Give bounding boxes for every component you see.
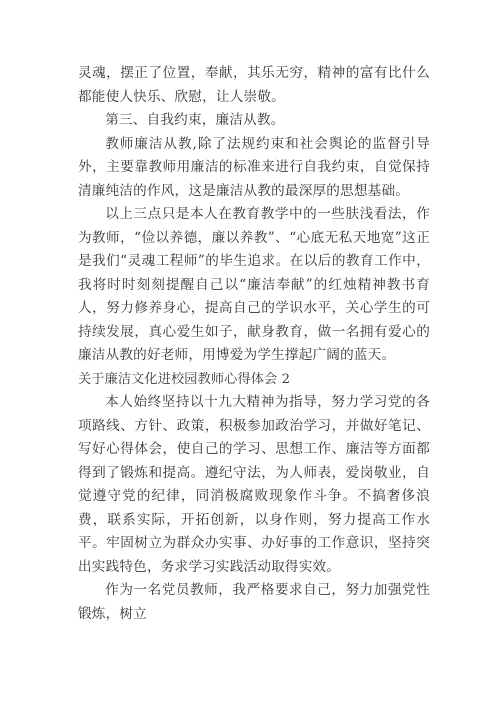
document-body: [78, 62, 430, 626]
paragraph-2-heading: 第三、自我约束，廉洁从教。: [105, 112, 285, 128]
paragraph-6: 作为一名党员教师，我严格要求自己，努力加强党性锻炼，树立: [78, 582, 430, 622]
paragraph-4: 以上三点只是本人在教育教学中的一些肤浅看法，作为教师，“俭以养德，廉以养教”、“心底无私天地宽”这正是我们“灵魂工程师”的毕生追求。在以后的教育工作中，我将时时刻刻提醒自己以“廉洁奉献”的红烛精神教书育人，努力修养身心，提高自己的学识水平，关心学生的可持续发展，真心爱生如子，献身教育，做一名拥有爱心的廉洁从教的好老师，用博爱为学生撑起广阔的蓝天。: [78, 206, 430, 363]
section-title: 关于廉洁文化进校园教师心得体会 2: [78, 371, 291, 387]
paragraph-1: 灵魂，摆正了位置，奉献，其乐无穷，精神的富有比什么都能使人快乐、欣慰，让人崇敬。: [78, 65, 430, 105]
paragraph-3: 教师廉洁从教,除了法规约束和社会舆论的监督引导外，主要靠教师用廉洁的标准来进行自我约束，自觉保持清廉纯洁的作风，这是廉洁从教的最深厚的思想基础。: [78, 135, 430, 199]
paragraph-5: 本人始终坚持以十九大精神为指导，努力学习党的各项路线、方针、政策，积极参加政治学习，并做好笔记、写好心得体会，使自己的学习、思想工作、廉洁等方面都得到了锻炼和提高。遵纪守法，为人师表，爱岗敬业，自觉遵守党的纪律，同消极腐败现象作斗争。不搞奢侈浪费，联系实际，开拓创新，以身作则，努力提高工作水平。牢固树立为群众办实事、办好事的工作意识，坚持突出实践特色，务求学习实践活动取得实效。: [78, 394, 430, 575]
